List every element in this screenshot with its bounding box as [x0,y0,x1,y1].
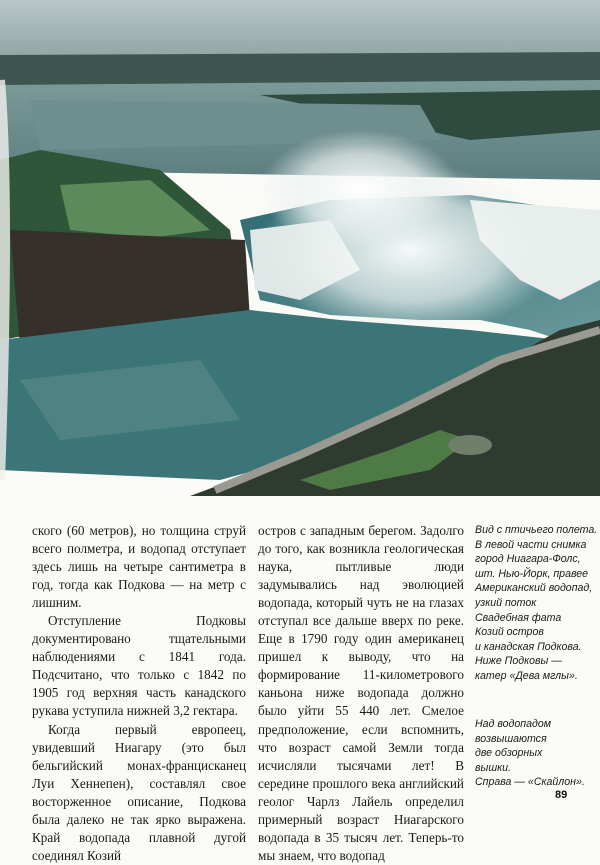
caption-line: узкий поток [475,596,537,609]
caption-line: Вид с птичьего полета. [475,524,598,536]
text-column-2 [258,522,464,865]
caption-line: город Ниагара-Фолс, [475,553,581,566]
caption-line: шт. Нью-Йорк, правее [475,567,589,580]
caption-line: и канадская Подкова. [475,640,582,653]
paragraph: Отступление Подковы документировано тщательными наблюдениями с 1841 года. Подсчитано, что только с 1842 по 1905 год верхняя часть канадского рукава уступила нижней 3,2 гектара. [32,613,246,719]
paragraph: Когда первый европеец, увидевший Ниагару (это был бельгийский монах-францисканец Луи Хеннепен), составлял свое восторженное описание, Подкова была далеко не так ярко выражена. Край водопада плавной дугой соединял Козий [32,721,246,863]
text-column-1 [32,522,246,865]
photo-caption-1 [475,523,599,684]
paragraph: остров с западным берегом. Задолго до того, как возникла геологическая наука, пытливые люди задумывались над эволюцией водопада, который чуть не на глазах отступал все дальше вверх по реке. Еще в 1790 году один американец пришел к выводу, что на формирование 11-километрового каньона ниже водопада должно было уйти 55 440 лет. Смелое предположение, если вспомнить, что возраст самой Земли тогда исчисляли тысячами лет! В середине прошлого века английский геолог Чарлз Лайель определил примерный возраст Ниагарского водопада в 35 тысяч лет. Теперь-то мы знаем, что водопад [258,523,464,863]
caption-line: две обзорных [475,747,543,760]
caption-line: Над водопадом [475,718,552,730]
caption-line: Американский водопад, [475,582,593,595]
paragraph: ского (60 метров), но толщина струй всего полметра, и водопад отступает здесь лишь на четыре сантиметра в год, тогда как Подкова — на метр с лишним. [32,523,246,611]
photo-caption-2 [475,717,599,790]
caption-line: Свадебная фата [475,611,562,624]
page-number: 89 [555,789,568,801]
caption-line: вышки. [475,761,511,774]
caption-line: возвышаются [475,732,547,745]
caption-line: катер «Дева мглы». [475,669,578,682]
caption-line: Справа — «Скайлон». [475,776,585,789]
caption-line: В левой части снимка [475,538,587,551]
caption-line: Ниже Подковы — [475,655,562,668]
caption-line: Козий остров [475,626,544,639]
